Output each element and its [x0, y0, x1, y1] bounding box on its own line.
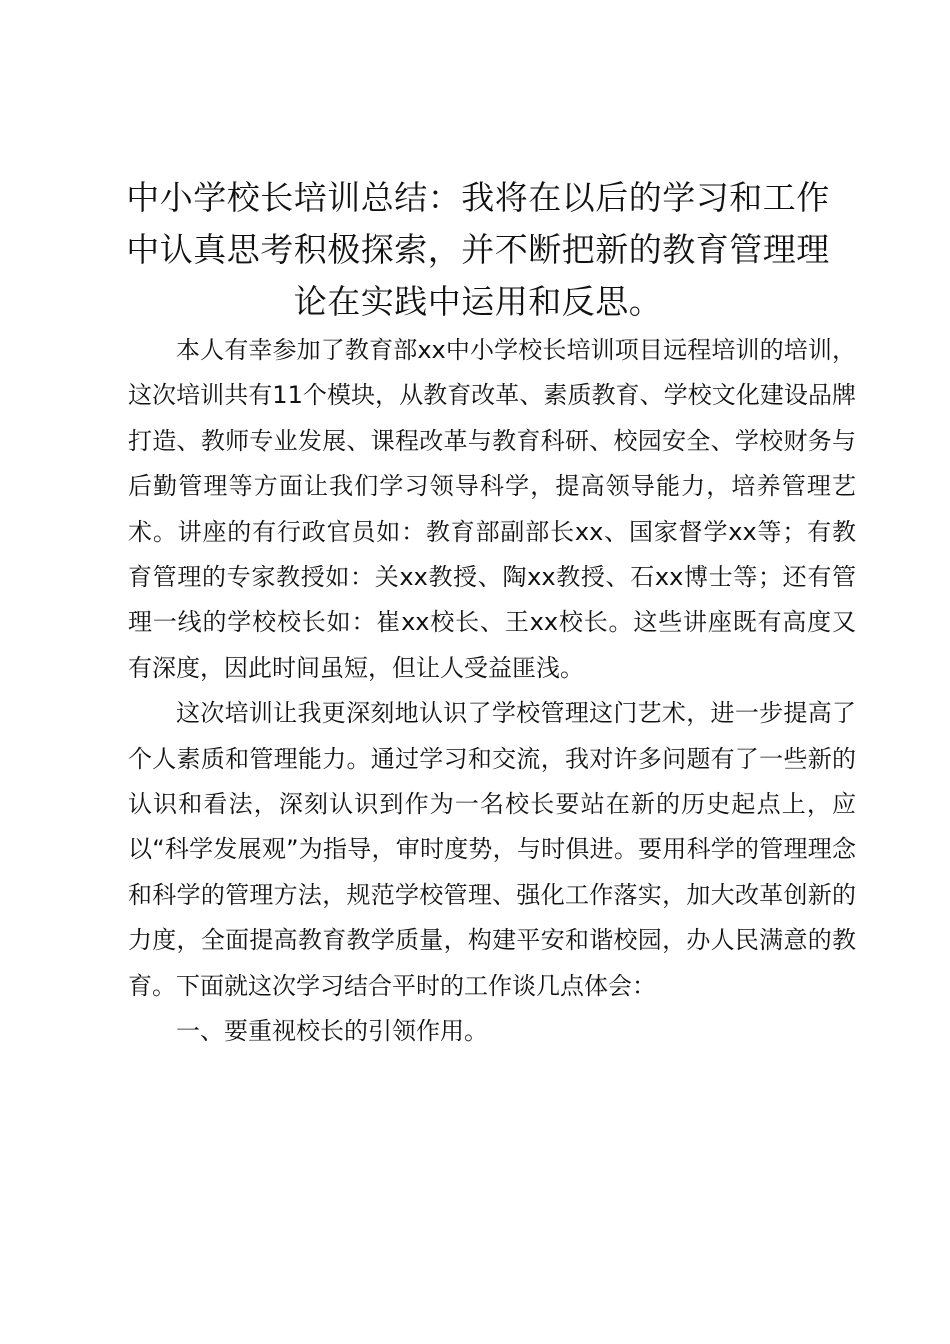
paragraph-training-overview: 本人有幸参加了教育部xx中小学校长培训项目远程培训的培训，这次培训共有11个模块，从教育改革、素质教育、学校文化建设品牌打造、教师专业发展、课程改革与教育科研、校园安全、学校财务与后勤管理等方面让我们学习领导科学，提高领导能力，培养管理艺术。讲座的有行政官员如：教育部副部长xx、国家督学xx等；有教育管理的专家教授如：关xx教授、陶xx教授、石xx博士等；还有管理一线的学校校长如：崔xx校长、王xx校长。这些讲座既有高度又有深度，因此时间虽短，但让人受益匪浅。 — [128, 336, 856, 682]
paragraph-training-reflection: 这次培训让我更深刻地认识了学校管理这门艺术，进一步提高了个人素质和管理能力。通过学习和交流，我对许多问题有了一些新的认识和看法，深刻认识到作为一名校长要站在新的历史起点上，应以“科学发展观”为指导，审时度势，与时俱进。要用科学的管理理念和科学的管理方法，规范学校管理、强化工作落实，加大改革创新的力度，全面提高教育教学质量，构建平安和谐校园，办人民满意的教育。下面就这次学习结合平时的工作谈几点体会： — [128, 699, 856, 1000]
document-body — [128, 328, 856, 1055]
section-heading-1: 一、要重视校长的引领作用。 — [176, 1017, 488, 1046]
document-title: 中小学校长培训总结：我将在以后的学习和工作中认真思考积极探索，并不断把新的教育管理理论在实践中运用和反思。 — [126, 178, 830, 321]
